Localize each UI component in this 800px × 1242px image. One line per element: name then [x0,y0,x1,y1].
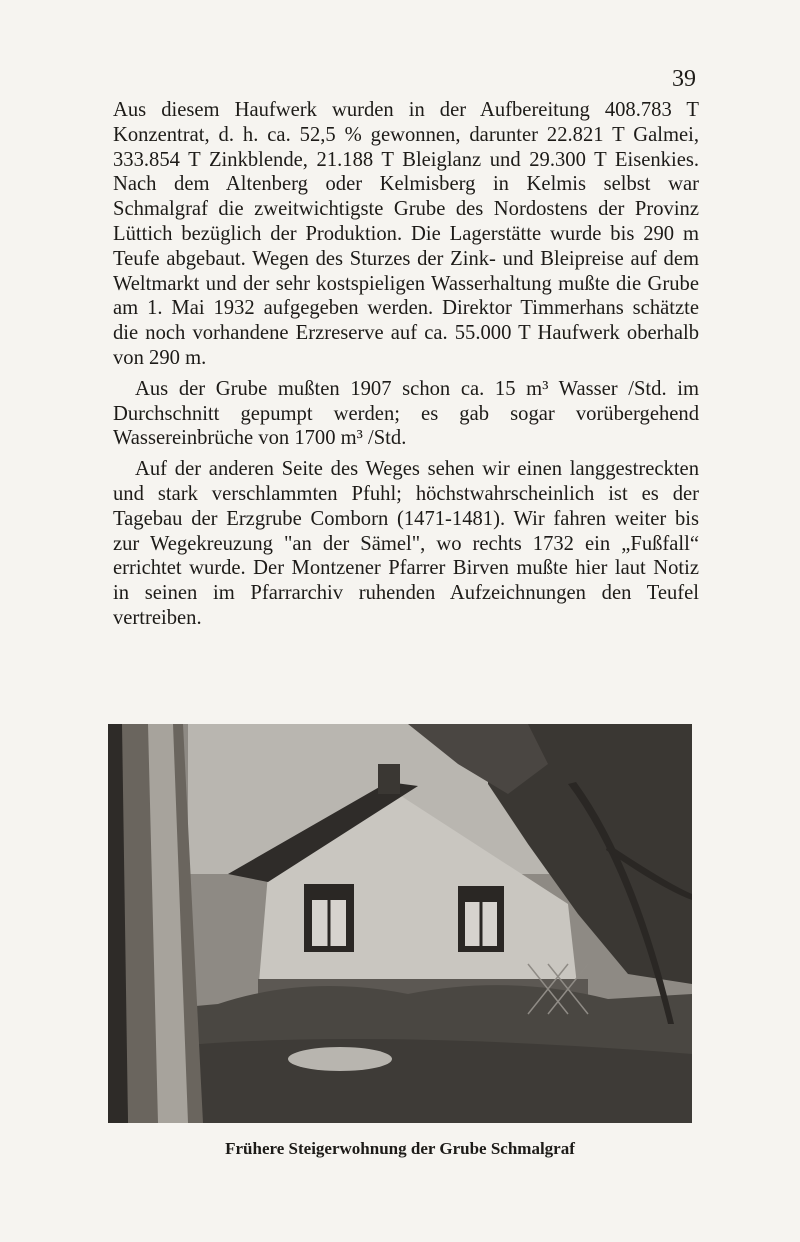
house-photo [108,724,692,1123]
paragraph: Auf der anderen Seite des Weges sehen wir einen langgestreckten und stark verschlammten Pfuhl; höchstwahrscheinlich ist es der Tagebau der Erzgrube Comborn (1471-1481). Wir fahren weiter bis zur Wegekreuzung "an der Sämel", wo rechts 1732 ein „Fußfall“ errichtet wurde. Der Montzener Pfarrer Birven mußte hier laut Notiz in seinen im Pfarrarchiv ruhenden Aufzeichnungen den Teufel vertreiben. [113,458,699,629]
page-number: 39 [672,66,696,92]
paragraph: Aus diesem Haufwerk wurden in der Aufbereitung 408.783 T Konzentrat, d. h. ca. 52,5 % gewonnen, darunter 22.821 T Galmei, 333.854 T Zinkblende, 21.188 T Bleiglanz und 29.300 T Eisenkies. Nach dem Altenberg oder Kelmisberg in Kelmis selbst war Schmalgraf die zweitwichtigste Grube des Nordostens der Provinz Lüttich bezüglich der Produktion. Die Lagerstätte wurde bis 290 m Teufe abgebaut. Wegen des Sturzes der Zink- und Bleipreise auf dem Weltmarkt und der sehr kostspieligen Wasserhaltung mußte die Grube am 1. Mai 1932 aufgegeben werden. Direktor Timmerhans schätzte die noch vorhandene Erzreserve auf ca. 55.000 T Haufwerk oberhalb von 290 m. [113,99,699,369]
window-left [304,884,354,952]
photo-caption: Frühere Steigerwohnung der Grube Schmalgraf [225,1139,575,1158]
house-illustration [108,724,692,1123]
window-right [458,886,504,952]
body-text [113,98,699,637]
paragraph: Aus der Grube mußten 1907 schon ca. 15 m³ Wasser /Std. im Durchschnitt gepumpt werden; es gab sogar vorübergehend Wassereinbrüche von 1700 m³ /Std. [113,377,699,450]
